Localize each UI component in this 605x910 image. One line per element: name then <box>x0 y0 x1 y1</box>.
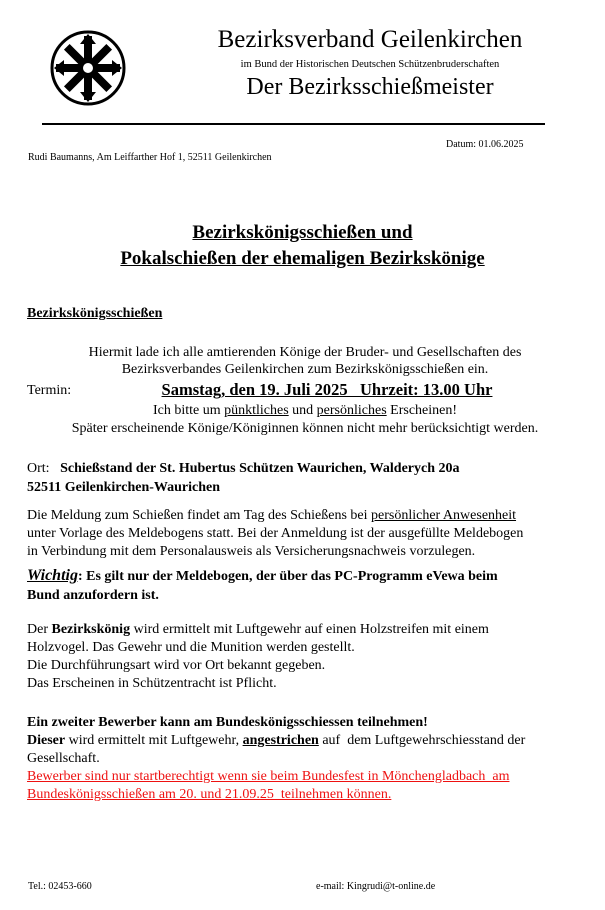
det-emph: Bezirkskönig <box>51 622 131 637</box>
important-text-2: Bund anzufordern ist. <box>27 588 159 603</box>
title-line-1: Bezirkskönigsschießen und <box>192 222 413 243</box>
termin-label: Termin: <box>27 383 72 398</box>
det-text: Der <box>27 622 52 637</box>
punct-text: und <box>288 403 317 418</box>
location-label: Ort: <box>27 461 50 476</box>
invite-line-1: Hiermit lade ich alle amtierenden Könige der Bruder- und Gesellschaften des <box>88 345 522 360</box>
reg-text: Die Meldung zum Schießen findet am Tag des Schießens bei <box>27 508 372 523</box>
reg-text: unter Vorlage des Meldebogens statt. Bei der Anmeldung ist der ausgefüllte Meldebogen <box>27 526 524 541</box>
det-text: Holzvogel. Das Gewehr und die Munition werden gestellt. <box>27 640 355 655</box>
org-subtitle: im Bund der Historischen Deutschen Schützenbruderschaften <box>240 59 500 70</box>
punct-emph-2: persönliches <box>316 403 387 418</box>
det-text: Die Durchführungsart wird vor Ort bekannt gegeben. <box>27 658 326 673</box>
punct-text: Ich bitte um <box>152 403 225 418</box>
punct-emph-1: pünktliches <box>224 403 289 418</box>
punctuality-note <box>40 402 570 438</box>
second-heading: Ein zweiter Bewerber kann am Bundeskönigsschiessen teilnehmen! <box>27 715 428 730</box>
title-line-2: Pokalschießen der ehemaligen Bezirkskönige <box>120 248 485 269</box>
second-text: wird ermittelt mit Luftgewehr, <box>65 733 243 748</box>
second-text: auf dem Luftgewehrschiesstand der <box>318 733 526 748</box>
punct-text: Erscheinen! <box>386 403 458 418</box>
invite-line-2: Bezirksverbandes Geilenkirchen zum Bezirkskönigsschießen ein. <box>121 362 489 377</box>
header-divider <box>42 123 545 125</box>
sender-address: Rudi Baumanns, Am Leiffarther Hof 1, 52511 Geilenkirchen <box>28 152 272 163</box>
important-note <box>27 566 587 605</box>
eligibility-warning-1: Bewerber sind nur startberechtigt wenn sie beim Bundesfest in Mönchengladbach am <box>27 769 510 784</box>
second-emph: Dieser <box>27 733 66 748</box>
det-text: wird ermittelt mit Luftgewehr auf einen Holzstreifen mit einem <box>130 622 489 637</box>
second-candidate-paragraph <box>27 714 587 804</box>
registration-paragraph <box>27 507 587 561</box>
important-label: Wichtig <box>27 567 78 584</box>
termin-value: Samstag, den 19. Juli 2025 Uhrzeit: 13.00 Uhr <box>161 380 493 399</box>
late-note: Später erscheinende Könige/Königinnen können nicht mehr berücksichtigt werden. <box>71 421 539 436</box>
reg-text: in Verbindung mit dem Personalausweis als Versicherungsnachweis vorzulegen. <box>27 544 476 559</box>
footer-email: e-mail: Kingrudi@t-online.de <box>316 881 436 892</box>
location-line-1: Schießstand der St. Hubertus Schützen Waurichen, Walderych 20a <box>60 461 460 476</box>
section-heading: Bezirkskönigsschießen <box>27 306 163 321</box>
location-block <box>27 459 460 497</box>
eligibility-warning-2: Bundeskönigsschießen am 20. und 21.09.25 teilnehmen können. <box>27 787 392 802</box>
det-text: Das Erscheinen in Schützentracht ist Pflicht. <box>27 676 277 691</box>
org-title: Bezirksverband Geilenkirchen <box>217 26 523 53</box>
location-line-2: 52511 Geilenkirchen-Waurichen <box>27 480 221 495</box>
document-title <box>20 220 585 272</box>
determination-paragraph <box>27 621 587 693</box>
org-role: Der Bezirksschießmeister <box>246 74 494 100</box>
invitation-text <box>40 344 570 378</box>
second-underlined: angestrichen <box>242 733 319 748</box>
second-text: Gesellschaft. <box>27 751 100 766</box>
cross-emblem-icon <box>50 30 126 106</box>
footer-phone: Tel.: 02453-660 <box>28 881 92 892</box>
important-text: : Es gilt nur der Meldebogen, der über das PC-Programm eVewa beim <box>77 569 498 584</box>
document-date: Datum: 01.06.2025 <box>446 139 524 150</box>
reg-emph: persönlicher Anwesenheit <box>371 508 517 523</box>
